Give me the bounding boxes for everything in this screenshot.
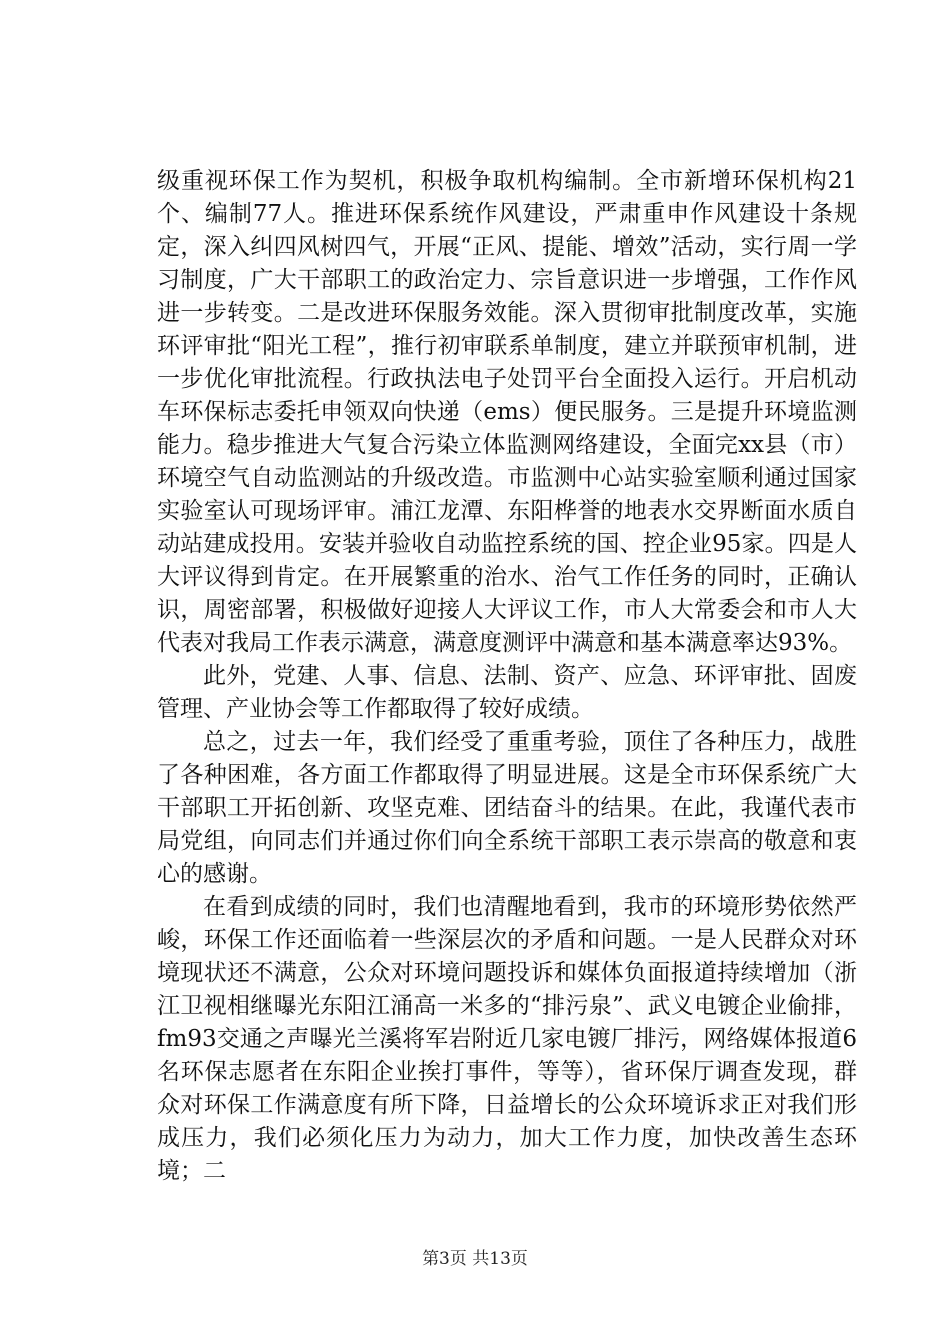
paragraph-3: 总之，过去一年，我们经受了重重考验，顶住了各种压力，战胜了各种困难，各方面工作都取得了明显进展。这是全市环保系统广大干部职工开拓创新、攻坚克难、团结奋斗的结果。在此，我谨代表市局党组，向同志们并通过你们向全系统干部职工表示崇高的敬意和衷心的感谢。 [157, 729, 857, 887]
page-number-footer: 第3页 共13页 [422, 1249, 528, 1269]
paragraph-2: 此外，党建、人事、信息、法制、资产、应急、环评审批、固废管理、产业协会等工作都取得了较好成绩。 [157, 663, 857, 722]
paragraph-4: 在看到成绩的同时，我们也清醒地看到，我市的环境形势依然严峻，环保工作还面临着一些深层次的矛盾和问题。一是人民群众对环境现状还不满意，公众对环境问题投诉和媒体负面报道持续增加（浙江卫视相继曝光东阳江涌高一米多的“排污泉”、武义电镀企业偷排，fm93交通之声曝光兰溪将军岩附近几家电镀厂排污，网络媒体报道6名环保志愿者在东阳企业挨打事件，等等），省环保厅调查发现，群众对环保工作满意度有所下降，日益增长的公众环境诉求正对我们形成压力，我们必须化压力为动力，加大工作力度，加快改善生态环境；二 [157, 894, 857, 1184]
document-body [157, 165, 857, 1188]
paragraph-1: 级重视环保工作为契机，积极争取机构编制。全市新增环保机构21个、编制77人。推进环保系统作风建设，严肃重申作风建设十条规定，深入纠四风树四气，开展“正风、提能、增效”活动，实行周一学习制度，广大干部职工的政治定力、宗旨意识进一步增强，工作作风进一步转变。二是改进环保服务效能。深入贯彻审批制度改革，实施环评审批“阳光工程”，推行初审联系单制度，建立并联预审机制，进一步优化审批流程。行政执法电子处罚平台全面投入运行。开启机动车环保标志委托申领双向快递（ems）便民服务。三是提升环境监测能力。稳步推进大气复合污染立体监测网络建设，全面完xx县（市）环境空气自动监测站的升级改造。市监测中心站实验室顺利通过国家实验室认可现场评审。浦江龙潭、东阳桦誉的地表水交界断面水质自动站建成投用。安装并验收自动监控系统的国、控企业95家。四是人大评议得到肯定。在开展繁重的治水、治气工作任务的同时，正确认识，周密部署，积极做好迎接人大评议工作，市人大常委会和市人大代表对我局工作表示满意，满意度测评中满意和基本满意率达93%。 [157, 168, 857, 656]
